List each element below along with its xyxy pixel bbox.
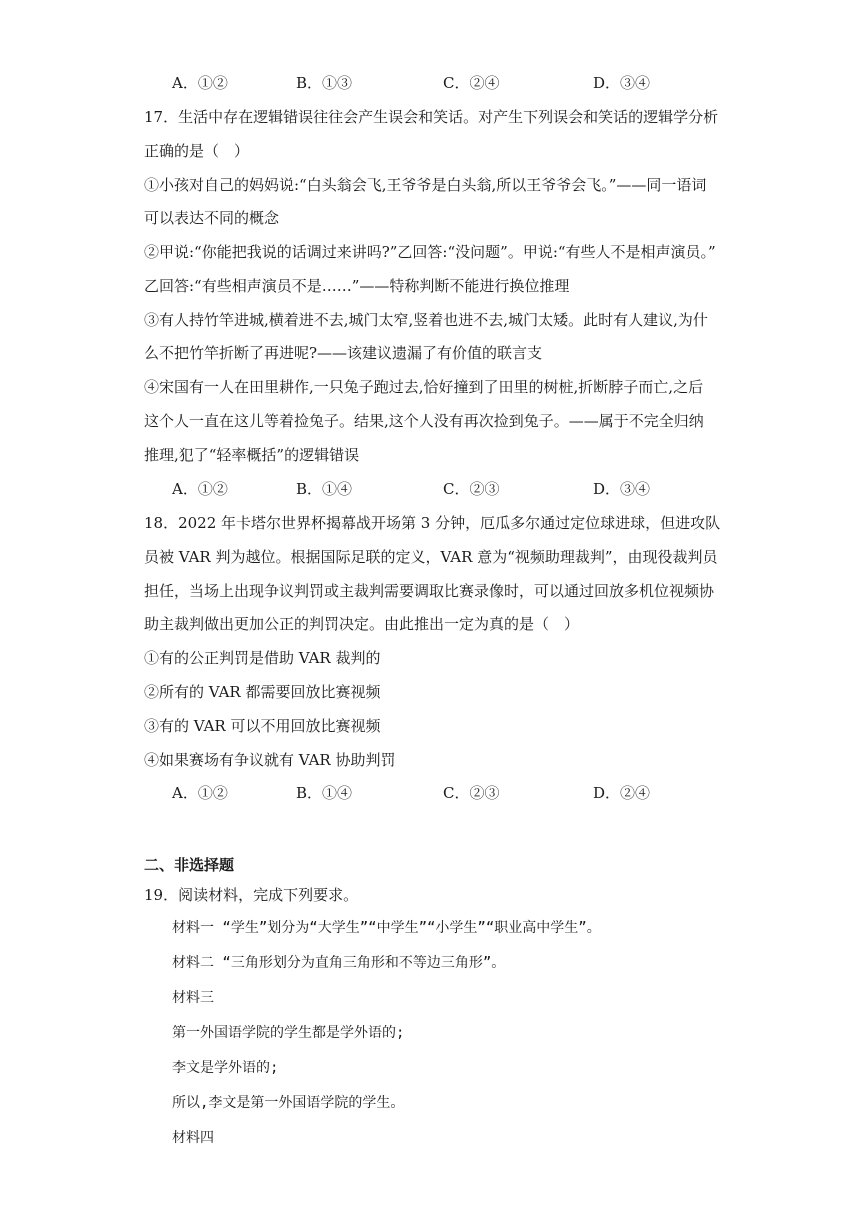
q17-option-a: A．①② (172, 480, 228, 498)
material-2: 材料二 “三角形划分为直角三角形和不等边三角形”。 (172, 955, 506, 971)
q17-statement1-line2: 可以表达不同的概念 (144, 209, 280, 227)
q17-statement4-line1: ④宋国有一人在田里耕作,一只兔子跑过去,恰好撞到了田里的树桩,折断脖子而亡,之后 (144, 378, 704, 396)
q18-option-b: B．①④ (296, 784, 353, 802)
q17-stem-line1: 17．生活中存在逻辑错误往往会产生误会和笑话。对产生下列误会和笑话的逻辑学分析 (144, 108, 719, 126)
q17-statement3-line2: 么不把竹竿折断了再进呢?——该建议遗漏了有价值的联言支 (144, 344, 543, 362)
q16-option-b: B．①③ (296, 74, 353, 92)
section-title: 二、非选择题 (144, 856, 235, 874)
material-3-title: 材料三 (172, 990, 214, 1006)
q17-option-b: B．①④ (296, 480, 353, 498)
q17-statement4-line2: 这个人一直在这儿等着捡兔子。结果,这个人没有再次捡到兔子。——属于不完全归纳 (144, 412, 704, 430)
material-3-line1: 第一外国语学院的学生都是学外语的; (172, 1025, 405, 1041)
q19-stem: 19．阅读材料，完成下列要求。 (144, 886, 359, 904)
material-1: 材料一 “学生”划分为“大学生”“中学生”“小学生”“职业高中学生”。 (172, 920, 601, 936)
material-4-title: 材料四 (172, 1130, 214, 1146)
q17-option-c: C．②③ (443, 480, 500, 498)
q17-statement3-line1: ③有人持竹竿进城,横着进不去,城门太窄,竖着也进不去,城门太矮。此时有人建议,为什 (144, 311, 708, 329)
q18-statement3: ③有的 VAR 可以不用回放比赛视频 (144, 717, 381, 735)
q18-option-a: A．①② (172, 784, 228, 802)
q18-statement1: ①有的公正判罚是借助 VAR 裁判的 (144, 649, 381, 667)
q18-stem-line3: 担任，当场上出现争议判罚或主裁判需要调取比赛录像时，可以通过回放多机位视频协 (144, 582, 715, 600)
q18-stem-line4: 助主裁判做出更加公正的判罚决定。由此推出一定为真的是（ ） (144, 615, 580, 633)
q17-stem-line2: 正确的是（ ） (144, 142, 250, 160)
q16-option-a: A．①② (172, 74, 228, 92)
q17-statement2-line1: ②甲说:“你能把我说的话调过来讲吗?”乙回答:“没问题”。甲说:“有些人不是相声演员。” (144, 243, 716, 261)
q16-option-c: C．②④ (443, 74, 500, 92)
q16-option-d: D．③④ (593, 74, 651, 92)
material-3-line3: 所以,李文是第一外国语学院的学生。 (172, 1095, 405, 1111)
q18-statement4: ④如果赛场有争议就有 VAR 协助判罚 (144, 751, 396, 769)
q17-statement1-line1: ①小孩对自己的妈妈说:“白头翁会飞,王爷爷是白头翁,所以王爷爷会飞。”——同一语词 (144, 176, 707, 194)
q18-option-c: C．②③ (443, 784, 500, 802)
q18-stem-line2: 员被 VAR 判为越位。根据国际足联的定义，VAR 意为“视频助理裁判”，由现役裁判员 (144, 548, 718, 566)
q17-statement4-line3: 推理,犯了“轻率概括”的逻辑错误 (144, 446, 360, 464)
q18-stem-line1: 18．2022 年卡塔尔世界杯揭幕战开场第 3 分钟，厄瓜多尔通过定位球进球，但进攻队 (144, 514, 721, 532)
material-3-line2: 李文是学外语的; (172, 1060, 279, 1076)
q17-option-d: D．③④ (593, 480, 651, 498)
q18-statement2: ②所有的 VAR 都需要回放比赛视频 (144, 683, 381, 701)
q18-option-d: D．②④ (593, 784, 651, 802)
q17-statement2-line2: 乙回答:“有些相声演员不是……”——特称判断不能进行换位推理 (144, 277, 570, 295)
